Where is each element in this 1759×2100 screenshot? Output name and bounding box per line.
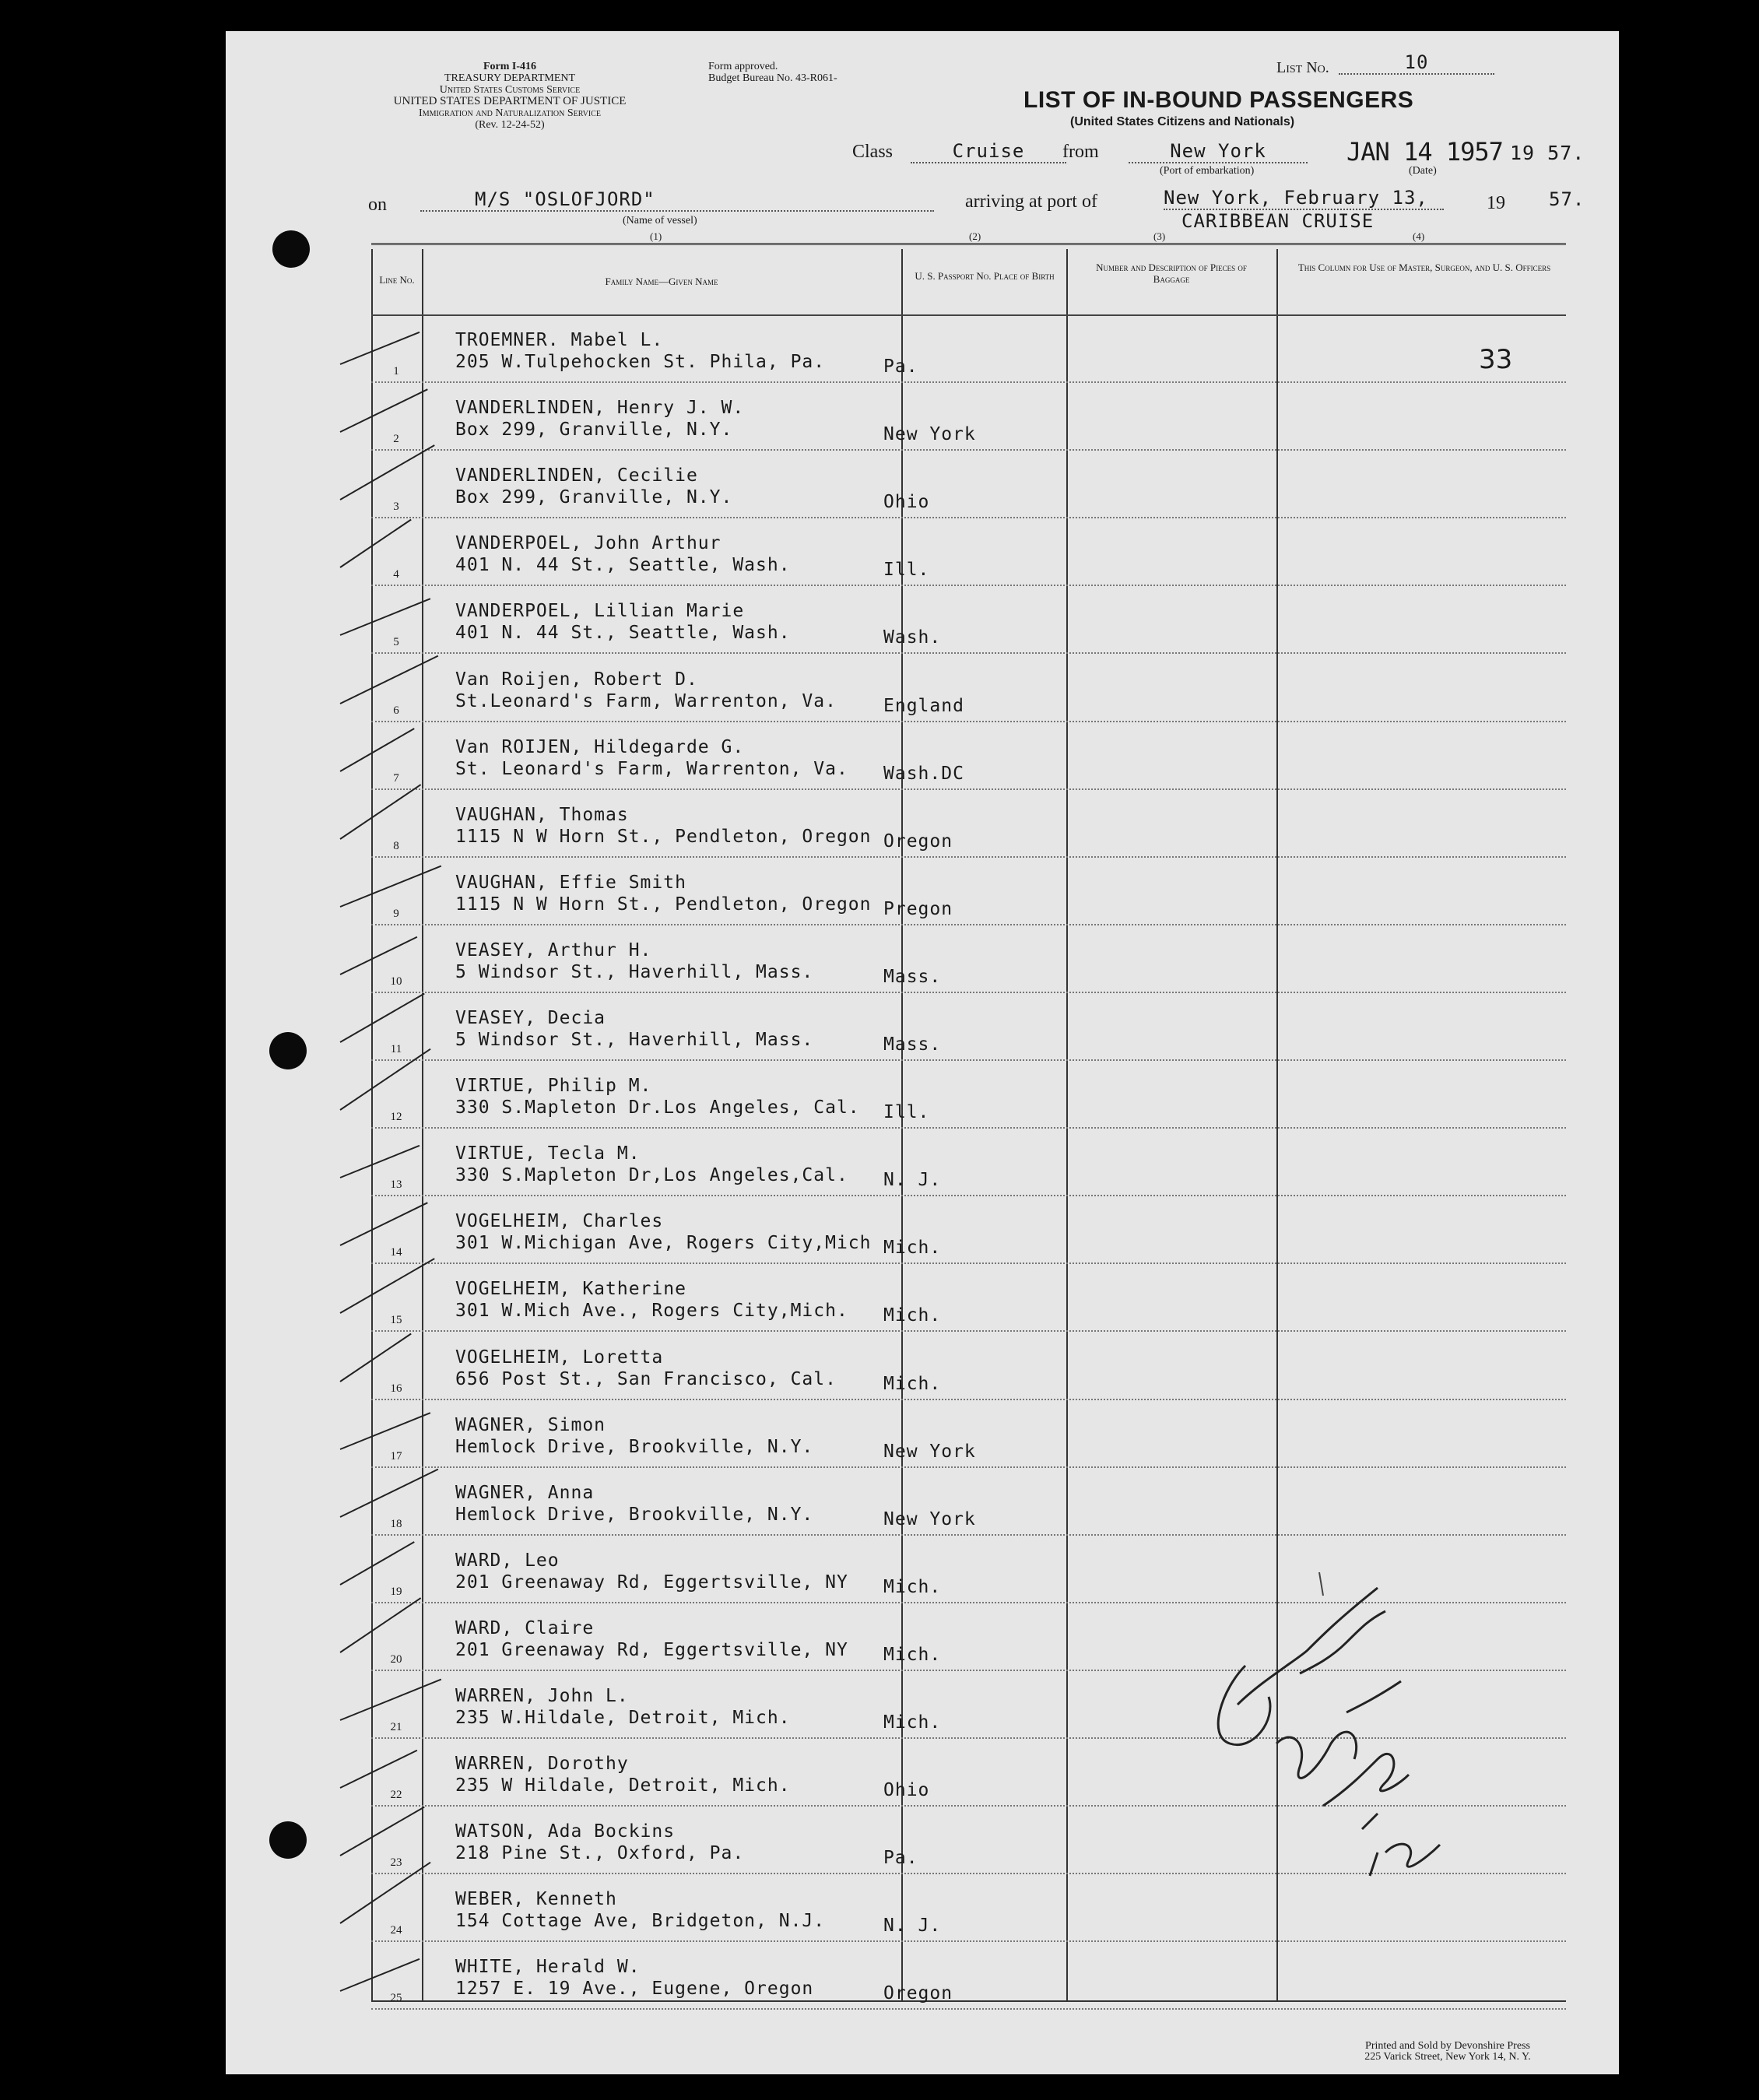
port-of-embarkation: New York xyxy=(1129,140,1308,163)
check-mark xyxy=(340,1203,428,1247)
passenger-name-cell xyxy=(455,1143,848,1186)
line-number: 7 xyxy=(393,771,399,785)
place-of-birth: Pa. xyxy=(883,356,918,377)
header-officers: This Column for Use of Master, Surgeon, and U. S. Officers xyxy=(1297,262,1551,273)
passenger-name: WARREN, John L. xyxy=(455,1686,629,1706)
table-row xyxy=(371,655,1566,722)
passenger-address: 235 W.Hildale, Detroit, Mich. xyxy=(455,1708,791,1728)
place-of-birth: Mich. xyxy=(883,1305,942,1326)
passenger-name-cell xyxy=(455,1347,837,1390)
list-number-value: 10 xyxy=(1339,51,1494,75)
printer-footer xyxy=(1308,2041,1588,2063)
place-of-birth: N. J. xyxy=(883,1916,942,1937)
row1-annotation-number: 33 xyxy=(1479,344,1513,375)
date-stamp: JAN 14 1957 xyxy=(1346,137,1503,167)
place-of-birth: Wash.DC xyxy=(883,763,964,784)
table-row xyxy=(371,1468,1566,1536)
line-number: 17 xyxy=(390,1449,402,1463)
place-of-birth: Mich. xyxy=(883,1576,942,1597)
table-row xyxy=(371,790,1566,858)
passenger-name-cell xyxy=(455,532,791,576)
line-number: 9 xyxy=(393,907,399,920)
passenger-name: VANDERLINDEN, Cecilie xyxy=(455,465,698,486)
passenger-address: 656 Post St., San Francisco, Cal. xyxy=(455,1368,837,1389)
place-of-birth: Mich. xyxy=(883,1238,942,1259)
table-row xyxy=(371,1400,1566,1468)
line-number: 20 xyxy=(390,1652,402,1666)
check-mark xyxy=(340,388,428,433)
table-row xyxy=(371,1061,1566,1129)
justice-label: UNITED STATES DEPARTMENT OF JUSTICE xyxy=(393,95,627,107)
passenger-name-cell xyxy=(455,1414,813,1458)
place-of-birth: Mass. xyxy=(883,966,942,987)
form-revision: (Rev. 12-24-52) xyxy=(475,119,545,131)
arriving-label: arriving at port of xyxy=(965,191,1097,212)
passenger-address: 401 N. 44 St., Seattle, Wash. xyxy=(455,623,791,644)
passenger-name-cell xyxy=(455,1617,848,1661)
passenger-name: WHITE, Herald W. xyxy=(455,1957,641,1978)
passenger-address: Box 299, Granville, N.Y. xyxy=(455,420,733,441)
table-row xyxy=(371,925,1566,993)
table-row xyxy=(371,451,1566,518)
passenger-name-cell xyxy=(455,1888,825,1932)
passenger-name: VEASEY, Decia xyxy=(455,1008,606,1028)
col-num-3: (3) xyxy=(1153,230,1166,242)
passenger-name: VANDERPOEL, Lillian Marie xyxy=(455,601,745,622)
punch-hole-top xyxy=(272,230,310,268)
on-label: on xyxy=(368,195,387,215)
passenger-name: VOGELHEIM, Loretta xyxy=(455,1347,664,1368)
date-caption: (Date) xyxy=(1409,165,1437,177)
passenger-name: VANDERPOEL, John Arthur xyxy=(455,533,722,554)
passenger-name: Van Roijen, Robert D. xyxy=(455,669,698,690)
vessel-name: M/S "OSLOFJORD" xyxy=(420,188,934,212)
punch-hole-bottom xyxy=(269,1821,307,1859)
place-of-birth: Wash. xyxy=(883,627,942,648)
passenger-name: WARD, Claire xyxy=(455,1617,595,1638)
table-row xyxy=(371,586,1566,654)
passenger-name-cell xyxy=(455,1210,872,1254)
passenger-name-cell xyxy=(455,1550,848,1593)
passenger-name: VIRTUE, Tecla M. xyxy=(455,1143,641,1164)
line-number: 18 xyxy=(390,1517,402,1530)
header-baggage: Number and Description of Pieces of Baggage xyxy=(1096,262,1247,285)
passenger-address: 205 W.Tulpehocken St. Phila, Pa. xyxy=(455,352,826,372)
passenger-name: VAUGHAN, Effie Smith xyxy=(455,872,686,893)
passenger-name-cell xyxy=(455,1482,813,1526)
line-number: 24 xyxy=(390,1924,402,1937)
line-number: 6 xyxy=(393,704,399,717)
header-passport: U. S. Passport No. Place of Birth xyxy=(915,270,1055,282)
form-number: Form I-416 xyxy=(483,61,537,72)
passenger-address: St. Leonard's Farm, Warrenton, Va. xyxy=(455,758,848,779)
table-row xyxy=(371,1333,1566,1400)
check-mark xyxy=(340,444,435,500)
passenger-name-cell xyxy=(455,1753,791,1796)
passenger-address: 5 Windsor St., Haverhill, Mass. xyxy=(455,1030,814,1050)
table-row xyxy=(371,315,1566,383)
passenger-name: WATSON, Ada Bockins xyxy=(455,1821,676,1842)
arrival-year-prefix: 19 xyxy=(1487,193,1505,213)
check-mark xyxy=(340,993,425,1043)
col-num-1: (1) xyxy=(650,230,662,242)
date-year: 19 57. xyxy=(1510,142,1585,164)
approved-label: Form approved. xyxy=(708,61,778,72)
header-family-name: Family Name—Given Name xyxy=(605,276,718,287)
place-of-birth: Oregon xyxy=(883,831,953,852)
passenger-name: Van ROIJEN, Hildegarde G. xyxy=(455,736,745,757)
line-number: 8 xyxy=(393,839,399,852)
passenger-name-cell xyxy=(455,600,791,644)
check-mark xyxy=(340,1750,418,1789)
passenger-address: 301 W.Michigan Ave, Rogers City,Mich xyxy=(455,1233,872,1254)
line-number: 25 xyxy=(390,1992,402,2005)
check-mark xyxy=(340,1468,439,1517)
check-mark xyxy=(339,1333,411,1382)
passenger-address: 1115 N W Horn St., Pendleton, Oregon xyxy=(455,826,872,847)
passenger-name-cell xyxy=(455,1956,813,2000)
budget-label: Budget Bureau No. 43-R061- xyxy=(708,72,837,84)
punch-hole-middle xyxy=(269,1032,307,1069)
table-row xyxy=(371,518,1566,586)
passenger-name-cell xyxy=(455,669,837,712)
passenger-name-cell xyxy=(455,397,744,441)
class-label: Class xyxy=(852,142,894,162)
place-of-birth: Pa. xyxy=(883,1848,918,1869)
document-page xyxy=(226,31,1619,2074)
check-mark xyxy=(340,865,442,907)
passenger-address: 1257 E. 19 Ave., Eugene, Oregon xyxy=(455,1979,814,2000)
place-of-birth: Mass. xyxy=(883,1034,942,1055)
port-caption: (Port of embarkation) xyxy=(1160,165,1255,177)
printer-line-1: Printed and Sold by Devonshire Press xyxy=(1365,2040,1530,2052)
passenger-address: 154 Cottage Ave, Bridgeton, N.J. xyxy=(455,1911,826,1932)
cruise-note: CARIBBEAN CRUISE xyxy=(1181,210,1375,232)
line-number: 4 xyxy=(393,568,399,581)
passenger-name: WARD, Leo xyxy=(455,1550,560,1571)
check-mark xyxy=(339,784,421,840)
table-row xyxy=(371,1942,1566,2010)
place-of-birth: Oregon xyxy=(883,1983,953,2004)
passenger-name: VOGELHEIM, Charles xyxy=(455,1211,664,1232)
passenger-name-cell xyxy=(455,329,825,373)
arrival-port: New York, February 13, xyxy=(1164,187,1444,210)
check-mark xyxy=(340,936,418,975)
check-mark xyxy=(340,728,415,772)
line-number: 10 xyxy=(390,974,402,988)
arrival-year: 57. xyxy=(1549,188,1585,210)
passenger-address: 301 W.Mich Ave., Rogers City,Mich. xyxy=(455,1301,848,1322)
table-row xyxy=(371,1264,1566,1332)
check-mark xyxy=(339,1597,421,1653)
passenger-name: WEBER, Kenneth xyxy=(455,1889,617,1910)
line-number: 21 xyxy=(390,1721,402,1733)
form-approval xyxy=(708,61,837,84)
passenger-name-cell xyxy=(455,872,872,915)
passenger-name-cell xyxy=(455,736,848,780)
table-row xyxy=(371,722,1566,790)
passenger-name-cell xyxy=(455,804,872,848)
passenger-address: 1115 N W Horn St., Pendleton, Oregon xyxy=(455,894,872,915)
check-mark xyxy=(340,1958,420,1992)
place-of-birth: New York xyxy=(883,424,976,445)
check-mark xyxy=(340,1807,425,1856)
line-number: 2 xyxy=(393,433,399,446)
table-row xyxy=(371,993,1566,1061)
line-number: 19 xyxy=(390,1585,402,1598)
passenger-name-cell xyxy=(455,1685,791,1729)
check-mark xyxy=(339,519,411,568)
place-of-birth: N. J. xyxy=(883,1170,942,1191)
place-of-birth: New York xyxy=(883,1441,976,1462)
line-number: 22 xyxy=(390,1789,402,1802)
passenger-name: VIRTUE, Philip M. xyxy=(455,1076,652,1097)
passenger-name-cell xyxy=(455,939,813,983)
passenger-address: 235 W Hildale, Detroit, Mich. xyxy=(455,1775,791,1796)
from-label: from xyxy=(1062,142,1099,162)
check-mark xyxy=(340,1679,442,1721)
check-mark xyxy=(340,1412,431,1450)
ins-label: Immigration and Naturalization Service xyxy=(419,107,601,119)
passenger-address: 5 Windsor St., Haverhill, Mass. xyxy=(455,961,814,982)
passenger-name-cell xyxy=(455,1007,813,1051)
place-of-birth: New York xyxy=(883,1508,976,1529)
passenger-name-cell xyxy=(455,1821,744,1864)
header-line-no: Line No. xyxy=(379,274,415,286)
table-row xyxy=(371,383,1566,451)
treasury-label: TREASURY DEPARTMENT xyxy=(444,72,576,84)
check-mark xyxy=(340,1259,435,1315)
passenger-address: 330 S.Mapleton Dr,Los Angeles,Cal. xyxy=(455,1165,848,1186)
line-number: 16 xyxy=(390,1382,402,1395)
passenger-address: 218 Pine St., Oxford, Pa. xyxy=(455,1843,745,1864)
line-number: 1 xyxy=(393,365,399,378)
passenger-name: VAUGHAN, Thomas xyxy=(455,804,629,825)
check-mark xyxy=(340,655,439,704)
col-num-2: (2) xyxy=(969,230,981,242)
printer-line-2: 225 Varick Street, New York 14, N. Y. xyxy=(1364,2051,1531,2063)
place-of-birth: Mich. xyxy=(883,1712,942,1733)
passenger-address: Hemlock Drive, Brookville, N.Y. xyxy=(455,1504,814,1525)
line-number: 5 xyxy=(393,636,399,649)
passenger-address: 401 N. 44 St., Seattle, Wash. xyxy=(455,555,791,576)
table-row xyxy=(371,1196,1566,1264)
line-number: 12 xyxy=(390,1111,402,1124)
vessel-caption: (Name of vessel) xyxy=(623,215,697,227)
table-row xyxy=(371,1129,1566,1196)
place-of-birth: Ill. xyxy=(883,1102,930,1123)
passenger-address: St.Leonard's Farm, Warrenton, Va. xyxy=(455,690,837,711)
line-number: 14 xyxy=(390,1246,402,1259)
class-value: Cruise xyxy=(911,140,1066,163)
passenger-name-cell xyxy=(455,1075,860,1118)
place-of-birth: Mich. xyxy=(883,1644,942,1665)
place-of-birth: Ohio xyxy=(883,492,930,513)
line-number: 11 xyxy=(390,1043,402,1055)
col-num-4: (4) xyxy=(1413,230,1425,242)
passenger-address: Hemlock Drive, Brookville, N.Y. xyxy=(455,1436,814,1457)
table-row xyxy=(371,858,1566,925)
place-of-birth: England xyxy=(883,695,964,716)
table-top-rule xyxy=(371,243,1566,245)
passenger-address: Box 299, Granville, N.Y. xyxy=(455,487,733,508)
passenger-name: WAGNER, Simon xyxy=(455,1414,606,1435)
passenger-name-cell xyxy=(455,465,732,508)
line-number: 13 xyxy=(390,1178,402,1192)
page-title: LIST OF IN-BOUND PASSENGERS xyxy=(1023,87,1414,113)
list-number-label: List No. xyxy=(1276,59,1329,76)
form-info-block xyxy=(358,61,662,131)
place-of-birth: Pregon xyxy=(883,898,953,919)
place-of-birth: Ohio xyxy=(883,1780,930,1801)
page-subtitle: (United States Citizens and Nationals) xyxy=(1070,115,1295,128)
check-mark xyxy=(340,332,420,365)
passenger-address: 330 S.Mapleton Dr.Los Angeles, Cal. xyxy=(455,1097,860,1118)
passenger-name: WAGNER, Anna xyxy=(455,1482,595,1503)
handwritten-signature xyxy=(1144,1541,1471,1907)
row-divider xyxy=(371,2008,1566,2010)
line-number: 15 xyxy=(390,1314,402,1327)
place-of-birth: Ill. xyxy=(883,560,930,581)
passenger-name: VANDERLINDEN, Henry J. W. xyxy=(455,398,745,419)
passenger-name: VOGELHEIM, Katherine xyxy=(455,1279,686,1300)
passenger-address: 201 Greenaway Rd, Eggertsville, NY xyxy=(455,1639,848,1660)
place-of-birth: Mich. xyxy=(883,1373,942,1394)
passenger-name-cell xyxy=(455,1278,848,1322)
line-number: 3 xyxy=(393,500,399,514)
check-mark xyxy=(340,1541,415,1586)
check-mark xyxy=(340,1145,420,1178)
passenger-name: VEASEY, Arthur H. xyxy=(455,939,652,960)
passenger-name: WARREN, Dorothy xyxy=(455,1754,629,1775)
passenger-address: 201 Greenaway Rd, Eggertsville, NY xyxy=(455,1571,848,1593)
line-number: 23 xyxy=(390,1856,402,1870)
passenger-name: TROEMNER. Mabel L. xyxy=(455,330,664,350)
check-mark xyxy=(340,599,431,637)
customs-label: United States Customs Service xyxy=(439,84,581,96)
